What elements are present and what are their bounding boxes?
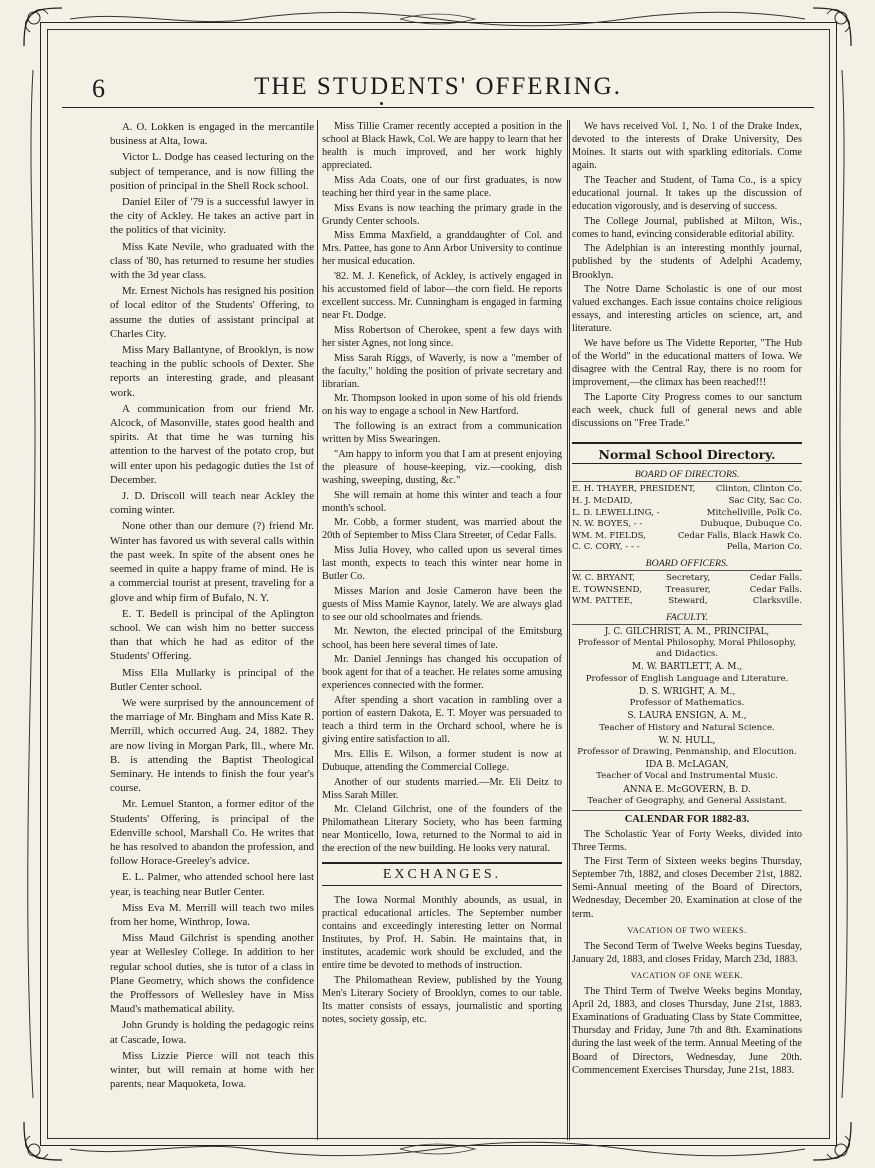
news-item: Miss Julia Hovey, who called upon us several times last month, expects to teach this winter near home in Butler Co. <box>322 544 562 583</box>
exchange-item: The Laporte City Progress comes to our sanctum each week, chuck full of general news and able discussions on "Free Trade." <box>572 391 802 430</box>
right-flourish-ornament <box>835 70 849 1098</box>
calendar-title: CALENDAR FOR 1882-83. <box>572 810 802 826</box>
faculty-entry <box>572 736 802 758</box>
column-personals-1 <box>110 120 314 1093</box>
news-item: Miss Kate Nevile, who graduated with the class of '80, has returned to resume her studies with the 3d year class. <box>110 240 314 282</box>
news-item: She will remain at home this winter and teach a four month's school. <box>322 489 562 514</box>
faculty-name: D. S. WRIGHT, A. M., <box>638 686 736 697</box>
director-row <box>572 542 802 554</box>
director-place: Pella, Marion Co. <box>726 542 802 553</box>
news-item: Miss Sarah Riggs, of Waverly, is now a "member of the faculty," holding the position of private secretary and librarian. <box>322 352 562 390</box>
calendar-vacation-one: VACATION OF ONE WEEK. <box>630 970 744 980</box>
faculty-entry <box>572 760 802 782</box>
news-item: Miss Eva M. Merrill will teach two miles from her home, Winthrop, Iowa. <box>110 901 314 928</box>
exchange-item: The Iowa Normal Monthly abounds, as usual, in practical educational articles. The September number contains and exceedingly interesting letter on Normal Institutes, by Prof. H. Sabin. He maintains that, in institutes, academic work should be excluded, and the entire time be devoted to methods of instruction. <box>322 894 562 972</box>
news-item: Another of our students married.—Mr. Eli Deitz to Miss Sarah Miller. <box>322 776 562 801</box>
faculty-name: M. W. BARTLETT, A. M., <box>631 662 743 673</box>
faculty-heading: FACULTY. <box>572 611 802 625</box>
faculty-name: ANNA E. McGOVERN, B. D. <box>623 784 751 795</box>
officer-row <box>572 596 802 608</box>
news-item: Miss Evans is now teaching the primary grade in the Grundy Center schools. <box>322 202 562 227</box>
exchange-item: We havs received Vol. 1, No. 1 of the Drake Index, devoted to the interests of Drake University, Des Moines. It starts out with sparkling editorials. Come again. <box>572 121 802 172</box>
exchange-item: The Philomathean Review, published by the Young Men's Literary Society of Brooklyn, comes to our table. Its matter consists of essays, journalistic and sporting notes, society gossip, etc. <box>322 974 562 1025</box>
news-item: Miss Emma Maxfield, a granddaughter of Col. and Mrs. Pattee, has gone to Ann Arbor University to continue her musical education. <box>322 230 562 268</box>
news-item: Misses Marion and Josie Cameron have been the guests of Miss Mamie Kaynor, lately. We are always glad to see our old schoolmates and friends. <box>322 585 562 623</box>
faculty-title: Professor of Mathematics. <box>629 698 745 709</box>
exchange-item: The Adelphian is an interesting monthly journal, published by the students of Adelphi Academy, Brooklyn. <box>572 243 802 281</box>
news-item: '82. M. J. Kenefick, of Ackley, is actively engaged in his accustomed field of labor—the corn field. He reports excellent success. Mr. Cunningham is engaged in farming near Ft. Dodge. <box>322 271 562 322</box>
news-item: Daniel Eiler of '79 is a successful lawyer in the city of Ackley. He takes an active part in the politics of that vicinity. <box>110 196 314 237</box>
bottom-flourish-ornament <box>70 1140 805 1158</box>
exchanges-heading: EXCHANGES. <box>322 862 562 886</box>
news-item: Mr. Newton, the elected principal of the Emitsburg school, has been here several times of late. <box>322 626 562 651</box>
column-exchanges-directory <box>572 120 802 1078</box>
faculty-name: S. LAURA ENSIGN, A. M., <box>627 711 747 722</box>
exchange-item: The Teacher and Student, of Tama Co., is a spicy educational journal. It takes up the discussion of education vigorously, and is deserving of success. <box>572 174 802 213</box>
director-row <box>572 484 802 496</box>
faculty-entry <box>572 687 802 709</box>
faculty-title: Professor of English Language and Literature. <box>585 673 789 684</box>
news-item: We were surprised by the announcement of the marriage of Mr. Bingham and Miss Kate R. Merrill, which occurred Aug. 24, 1882. They are now living in Morgan Park, Ill., where Mr. B. is attending the Baptist Theological Seminary. He intends to finish the four year's course. <box>110 696 314 795</box>
exchange-item: The College Journal, published at Milton, Wis., comes to hand, evincing considerable editorial ability. <box>572 215 802 240</box>
masthead-title: THE STUDENTS' OFFERING. <box>254 73 622 100</box>
calendar-second-term: The Second Term of Twelve Weeks begins Tuesday, January 2d, 1883, and closes Friday, March 23d, 1883. <box>572 940 802 965</box>
news-item: Miss Tillie Cramer recently accepted a position in the school at Black Hawk, Col. We are happy to learn that her health is much improved, and her work highly appreciated. <box>322 121 562 172</box>
news-item: E. L. Palmer, who attended school here last year, is teaching near Butler Center. <box>110 871 314 898</box>
faculty-title: Teacher of Geography, and General Assistant. <box>587 795 787 806</box>
news-item: J. D. Driscoll will teach near Ackley the coming winter. <box>110 490 314 517</box>
column-rule <box>317 120 318 1140</box>
faculty-list <box>572 627 802 807</box>
news-item: Mr. Cleland Gilchrist, one of the founders of the Philomathean Literary Society, who has been farming near Monticello, Iowa, returned to the Normal to aid in the erection of the new building. He looks very natural. <box>322 804 562 855</box>
officer-place: Cedar Falls. <box>749 584 802 595</box>
officer-role: Treasurer, <box>665 584 711 595</box>
exchange-item: The Notre Dame Scholastic is one of our most valued exchanges. Each issue contains choice religious essays, and interesting articles on science, art, and literature. <box>572 284 802 335</box>
left-flourish-ornament <box>26 70 40 1098</box>
column-rule <box>567 120 568 1140</box>
calendar-first-term: The First Term of Sixteen weeks begins Thursday, September 7th, 1882, and closes December 21st, 1882. Semi-Annual meeting of the Board of Directors, Wednesday, December 20. Examination at close of the term. <box>572 856 802 920</box>
exchange-item: We have before us The Vidette Reporter, "The Hub of the World" in the educational matters of Iowa. We disagree with the Central Ray, there is no room for improvement,—the climax has been reached!!! <box>572 338 802 389</box>
news-item: The following is an extract from a communication written by Miss Swearingen. <box>322 421 562 446</box>
news-item: A communication from our friend Mr. Alcock, of Masonville, states good health and spirits. At that time he was turning his attention to the harvest of the potato crop, but will enter upon his pedagogic duties the 1st of December. <box>110 402 314 486</box>
director-place: Cedar Falls, Black Hawk Co. <box>677 530 802 541</box>
news-item: John Grundy is holding the pedagogic reins at Cascade, Iowa. <box>110 1019 314 1046</box>
news-item: None other than our demure (?) friend Mr. Winter has favored us with several calls within the past week. In spite of the absent ones he seemed in quite a happy frame of mind. He is a commercial tourist at present, traveling for a glove and whip firm of Bufalo, N. Y. <box>110 520 314 604</box>
faculty-name: W. N. HULL, <box>658 735 716 746</box>
director-place: Clinton, Clinton Co. <box>715 484 802 495</box>
corner-ornament-icon <box>809 4 855 50</box>
officer-row <box>572 585 802 597</box>
officer-row <box>572 573 802 585</box>
news-item: E. T. Bedell is principal of the Aplington school. We can wish him no better success than that which he had as editor of the Students' Offering. <box>110 607 314 663</box>
director-row <box>572 508 802 520</box>
officer-name: E. TOWNSEND, <box>572 584 642 595</box>
directory-title: Normal School Directory. <box>572 442 802 464</box>
header-dot <box>380 102 383 105</box>
faculty-title: Professor of Drawing, Penmanship, and Elocution. <box>577 746 797 757</box>
corner-ornament-icon <box>809 1118 855 1164</box>
calendar-section <box>572 810 802 1077</box>
faculty-title: Teacher of History and Natural Science. <box>599 722 775 733</box>
calendar-vacation-two: VACATION OF TWO WEEKS. <box>627 925 747 935</box>
news-item: A. O. Lokken is engaged in the mercantile business at Alta, Iowa. <box>110 121 314 148</box>
news-item: Mr. Ernest Nichols has resigned his position of local editor of the Students' Offering, to assume the duties of assistant principal at Charles City. <box>110 285 314 340</box>
faculty-name: IDA B. McLAGAN, <box>645 760 729 771</box>
faculty-entry <box>572 711 802 733</box>
corner-ornament-icon <box>20 4 66 50</box>
news-item: Miss Lizzie Pierce will not teach this winter, but will remain at home with her parents, near Maquoketa, Iowa. <box>110 1049 314 1091</box>
directors-list <box>572 484 802 554</box>
corner-ornament-icon <box>20 1118 66 1164</box>
top-flourish-ornament <box>70 10 805 28</box>
director-place: Mitchellville, Polk Co. <box>706 507 802 518</box>
news-item: Mr. Thompson looked in upon some of his old friends on his way to engage a school in New Hartford. <box>322 393 562 418</box>
director-row <box>572 496 802 508</box>
news-item: Miss Mary Ballantyne, of Brooklyn, is now teaching in the public schools of Dexter. She reports an interesting grade, and pleasant work. <box>110 344 314 399</box>
column-personals-2 <box>322 120 562 1028</box>
news-item: Miss Ella Mullarky is principal of the Butler Center school. <box>110 666 314 693</box>
officer-place: Clarksville. <box>752 596 802 607</box>
director-name: N. W. BOYES, - - <box>572 519 643 530</box>
faculty-entry <box>572 627 802 661</box>
director-name: L. D. LEWELLING, - <box>572 507 660 518</box>
officer-place: Cedar Falls. <box>749 573 802 583</box>
faculty-title: Professor of Mental Philosophy, Moral Philosophy, and Didactics. <box>577 638 797 660</box>
news-item: Victor L. Dodge has ceased lecturing on the subject of temperance, and is now filling the position of principal in the Shell Rock school. <box>110 151 314 192</box>
officer-role: Secretary, <box>665 573 711 583</box>
director-place: Sac City, Sac Co. <box>728 495 802 506</box>
news-item: "Am happy to inform you that I am at present enjoying the pleasure of house-keeping, viz.—cooking, dish washing, sweeping, dusting, &c." <box>322 448 562 486</box>
director-name: C. C. CORY, - - - <box>572 542 640 553</box>
faculty-entry <box>572 662 802 684</box>
officer-role: Steward, <box>668 596 708 607</box>
director-place: Dubuque, Dubuque Co. <box>700 519 802 530</box>
news-item: Mrs. Ellis E. Wilson, a former student is now at Dubuque, attending the Commercial College. <box>322 748 562 773</box>
faculty-name: J. C. GILCHRIST, A. M., PRINCIPAL, <box>604 626 770 637</box>
faculty-title: Teacher of Vocal and Instrumental Music. <box>596 771 778 782</box>
director-row <box>572 519 802 531</box>
calendar-third-term: The Third Term of Twelve Weeks begins Monday, April 2d, 1883, and closes Thursday, June 21st, 1883. Examinations of Graduating Class by State Committee, Thursday and Friday, June 7th and 8th. Examinations during the last week of the term. Annual Meeting of the Board of Directors, Wednesday, June 20th. Commencement Exercises Thursday, June 21st, 1883. <box>572 986 802 1076</box>
calendar-intro: The Scholastic Year of Forty Weeks, divided into Three Terms. <box>572 829 802 854</box>
faculty-entry <box>572 785 802 807</box>
column-rule <box>569 120 570 1140</box>
officers-list <box>572 573 802 608</box>
director-name: H. J. McDAID, <box>572 495 633 506</box>
director-name: WM. M. FIELDS, <box>572 530 646 541</box>
officer-name: W. C. BRYANT, <box>572 573 635 583</box>
news-item: Mr. Cobb, a former student, was married about the 20th of September to Miss Clara Streeter, of Cedar Falls. <box>322 517 562 542</box>
news-item: Miss Robertson of Cherokee, spent a few days with her sister Agnes, not long since. <box>322 324 562 349</box>
page-number: 6 <box>92 74 105 103</box>
director-name: E. H. THAYER, PRESIDENT, <box>572 484 696 495</box>
board-directors-heading: BOARD OF DIRECTORS. <box>572 468 802 482</box>
news-item: After spending a short vacation in rambling over a portion of eastern Dakota, E. T. Moyer was persuaded to teach a third term in the Orchard school, where he is giving entire satisfaction to all. <box>322 694 562 746</box>
board-officers-heading: BOARD OFFICERS. <box>572 557 802 571</box>
news-item: Miss Ada Coats, one of our first graduates, is now teaching her third year in the same place. <box>322 174 562 199</box>
officer-name: WM. PATTEE, <box>572 596 633 607</box>
news-item: Mr. Daniel Jennings has changed his occupation of book agent for that of a teacher. He relates some amusing experiences connected with the former. <box>322 654 562 692</box>
news-item: Mr. Lemuel Stanton, a former editor of the Students' Offering, is principal of the Edenville school, Marshall Co. He writes that he has resolved to abandon the profession, and follow Horace-Greeley's advice. <box>110 798 314 868</box>
news-item: Miss Maud Gilchrist is spending another year at Wellesley College. In addition to her regular school duties, she is tutor of a class in Plane Geometry, which shows the confidence the Proffessors of Wellesley have in Miss Maud's mathematical ability. <box>110 932 314 1016</box>
page-header <box>62 68 814 108</box>
director-row <box>572 531 802 543</box>
